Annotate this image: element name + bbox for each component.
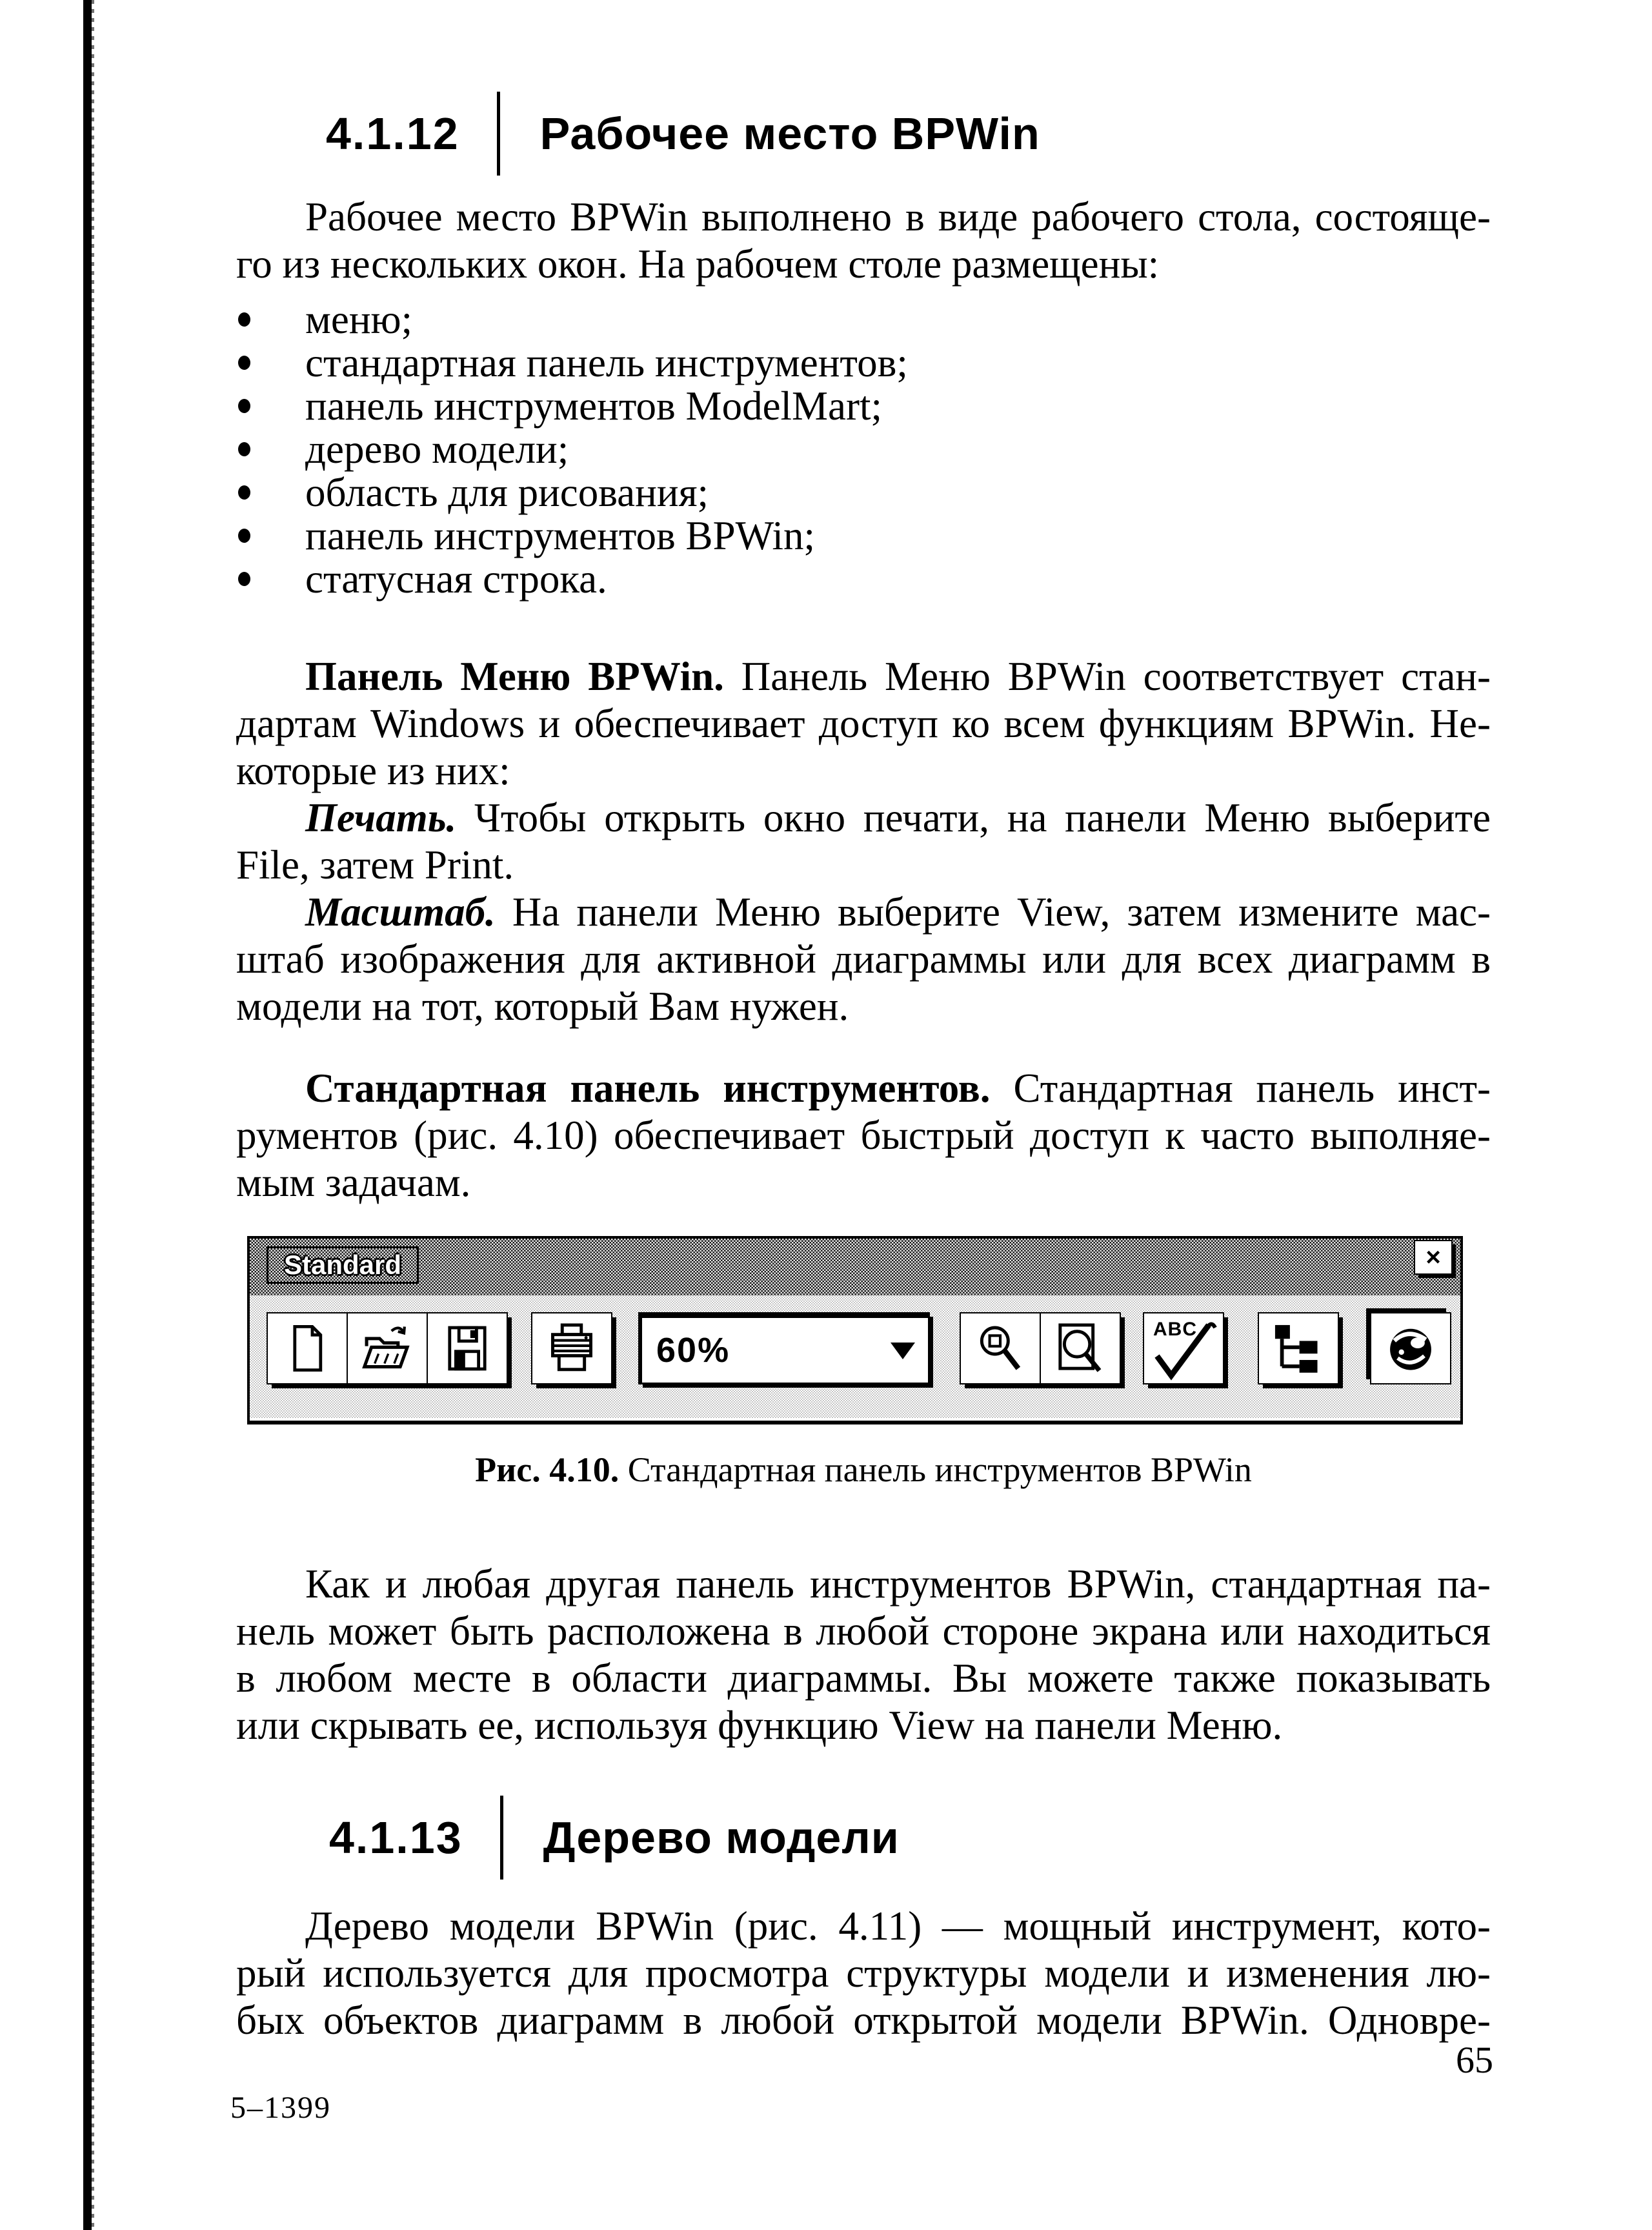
figure-caption: Рис. 4.10. Стандартная панель инструментов BPWin (475, 1450, 1252, 1489)
bullet-icon (238, 529, 250, 543)
magnifier-icon (974, 1321, 1027, 1376)
abc-label: ABC (1153, 1319, 1197, 1340)
zoom-button (960, 1312, 1041, 1384)
bullet-icon (238, 312, 250, 327)
text-line: Панель Меню BPWin. Панель Меню BPWin соответствует стан- (305, 654, 1491, 699)
section-title: Дерево модели (543, 1812, 900, 1863)
list-item: меню; (236, 298, 1491, 341)
save-model-button (427, 1312, 508, 1384)
zoom-area-button (1040, 1312, 1121, 1384)
section-number: 4.1.12 (326, 108, 459, 159)
dropdown-arrow-icon (891, 1343, 915, 1359)
figure-standard-toolbar-screenshot (247, 1236, 1463, 1424)
text-line: го из нескольких окон. На рабочем столе размещены: (236, 241, 1160, 287)
list-item: панель инструментов ModelMart; (236, 385, 1491, 428)
text-line: рументов (рис. 4.10) обеспечивает быстрый доступ к часто выполняе- (236, 1113, 1491, 1158)
bullet-icon (238, 399, 250, 413)
text-line: Масштаб. На панели Меню выберите View, затем измените мас- (305, 889, 1491, 935)
bold-lead: Масштаб. (305, 889, 496, 935)
print-button (531, 1312, 612, 1384)
model-tree-button (1258, 1312, 1339, 1384)
zoom-area-icon (1054, 1321, 1107, 1376)
text-line: Стандартная панель инструментов. Стандартная панель инст- (305, 1066, 1491, 1111)
new-document-icon (281, 1321, 333, 1376)
bold-lead: Печать. (305, 795, 457, 840)
text-line: File, затем Print. (236, 842, 514, 887)
toolbar-button-row (250, 1295, 1460, 1418)
spell-check-button (1143, 1312, 1224, 1384)
section-heading-4-1-13 (329, 1796, 900, 1880)
save-floppy-icon (441, 1321, 493, 1375)
zoom-level-combobox (638, 1312, 930, 1384)
list-item: стандартная панель инструментов; (236, 341, 1491, 385)
toolbar-title: Standard (267, 1246, 419, 1284)
text-line: штаб изображения для активной диаграммы или для всех диаграмм в (236, 937, 1491, 982)
heading-rule (500, 1796, 503, 1880)
text-line: Как и любая другая панель инструментов BPWin, стандартная па- (305, 1561, 1491, 1607)
paragraph-menu-panel (236, 653, 1491, 795)
list-item: статусная строка. (236, 558, 1491, 601)
close-icon: × (1425, 1243, 1441, 1272)
section-title: Рабочее место BPWin (539, 108, 1040, 159)
toolbar-titlebar (250, 1239, 1460, 1295)
text-line: рый используется для просмотра структуры модели и изменения лю- (236, 1951, 1491, 1996)
model-tree-icon (1272, 1321, 1325, 1375)
paragraph-standard-toolbar (236, 1065, 1491, 1206)
bullet-icon (238, 485, 250, 500)
section-number: 4.1.13 (329, 1812, 463, 1863)
text-line: бых объектов диаграмм в любой открытой модели BPWin. Одновре- (236, 1998, 1491, 2043)
globe-icon (1384, 1321, 1438, 1376)
paragraph-intro (236, 194, 1491, 288)
text-line: нель может быть расположена в любой стороне экрана или находиться (236, 1608, 1491, 1654)
open-model-button (347, 1312, 428, 1384)
section-heading-4-1-12 (326, 92, 1040, 176)
heading-rule (497, 92, 500, 176)
list-item: область для рисования; (236, 471, 1491, 514)
text-line: дартам Windows и обеспечивает доступ ко всем функциям BPWin. Не- (236, 701, 1491, 746)
caption-number: Рис. 4.10. (475, 1450, 620, 1489)
list-item: дерево модели; (236, 428, 1491, 471)
paragraph-toolbar-note (236, 1561, 1491, 1749)
bold-lead: Панель Меню BPWin. (305, 654, 724, 699)
text-line: Дерево модели BPWin (рис. 4.11) — мощный инструмент, кото- (305, 1903, 1491, 1949)
list-item: панель инструментов BPWin; (236, 514, 1491, 558)
text-line: мым задачам. (236, 1160, 471, 1205)
print-icon (545, 1321, 598, 1375)
printer-signature-mark: 5–1399 (230, 2091, 331, 2125)
text-line: модели на тот, который Вам нужен. (236, 984, 849, 1029)
page-number: 65 (1456, 2039, 1493, 2081)
zoom-button-group (960, 1312, 1121, 1384)
close-button (1414, 1240, 1453, 1275)
text-line: в любом месте в области диаграммы. Вы можете также показывать (236, 1656, 1491, 1701)
paragraph-print (236, 795, 1491, 889)
text-line: Печать. Чтобы открыть окно печати, на панели Меню выберите (305, 795, 1491, 840)
open-folder-icon (360, 1321, 414, 1376)
text-line: или скрывать ее, используя функцию View на панели Меню. (236, 1703, 1283, 1748)
bullet-icon (238, 572, 250, 586)
paragraph-model-tree (236, 1903, 1491, 2044)
text-line: Рабочее место BPWin выполнено в виде рабочего стола, состояще- (305, 194, 1491, 239)
bullet-icon (238, 356, 250, 370)
desktop-elements-list (236, 298, 1491, 601)
file-button-group (267, 1312, 508, 1384)
zoom-value: 60% (656, 1331, 730, 1370)
new-document-button (267, 1312, 348, 1384)
modelmart-button (1370, 1312, 1451, 1384)
paragraph-scale (236, 889, 1491, 1030)
bold-lead: Стандартная панель инструментов. (305, 1066, 991, 1111)
bullet-icon (238, 442, 250, 456)
spell-check-icon (1144, 1313, 1223, 1383)
text-line: которые из них: (236, 748, 510, 793)
binding-edge (83, 0, 92, 2230)
